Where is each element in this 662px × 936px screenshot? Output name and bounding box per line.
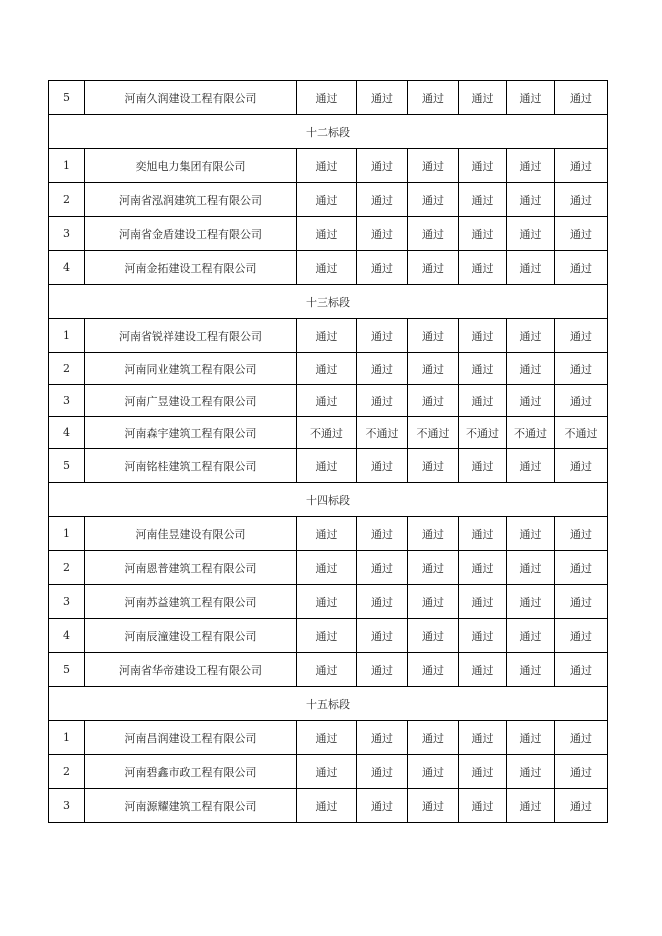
- review-result-cell: 不通过: [357, 417, 408, 449]
- table-row: [49, 217, 608, 251]
- review-result-cell: 不通过: [408, 417, 459, 449]
- review-result-cell: 通过: [459, 789, 507, 823]
- review-result-cell: 通过: [507, 319, 555, 353]
- review-result-cell: 通过: [555, 385, 608, 417]
- row-number: 2: [49, 755, 85, 789]
- review-result-cell: 通过: [357, 183, 408, 217]
- review-result-cell: 通过: [555, 653, 608, 687]
- table-row: [49, 417, 608, 449]
- company-name: 河南同业建筑工程有限公司: [85, 353, 297, 385]
- company-name: 奕旭电力集团有限公司: [85, 149, 297, 183]
- row-number: 2: [49, 183, 85, 217]
- review-result-cell: 通过: [357, 81, 408, 115]
- review-result-cell: 通过: [297, 385, 357, 417]
- row-number: 3: [49, 789, 85, 823]
- review-result-cell: 通过: [507, 251, 555, 285]
- row-number: 2: [49, 353, 85, 385]
- review-result-cell: 通过: [555, 449, 608, 483]
- review-result-cell: 通过: [357, 619, 408, 653]
- review-result-cell: 通过: [555, 251, 608, 285]
- review-result-cell: 通过: [507, 217, 555, 251]
- company-name: 河南苏益建筑工程有限公司: [85, 585, 297, 619]
- row-number: 4: [49, 251, 85, 285]
- review-result-cell: 通过: [357, 653, 408, 687]
- table-row: [49, 449, 608, 483]
- review-result-cell: 通过: [459, 585, 507, 619]
- review-result-cell: 通过: [555, 721, 608, 755]
- review-result-cell: 通过: [357, 517, 408, 551]
- row-number: 5: [49, 81, 85, 115]
- table-row: [49, 81, 608, 115]
- row-number: 3: [49, 385, 85, 417]
- section-header-row: [49, 687, 608, 721]
- section-header-row: [49, 483, 608, 517]
- row-number: 4: [49, 619, 85, 653]
- review-result-cell: 通过: [297, 353, 357, 385]
- company-name: 河南恩普建筑工程有限公司: [85, 551, 297, 585]
- review-result-cell: 通过: [459, 653, 507, 687]
- review-result-cell: 通过: [507, 81, 555, 115]
- review-result-cell: 通过: [297, 319, 357, 353]
- review-result-cell: 通过: [357, 251, 408, 285]
- table-row: [49, 585, 608, 619]
- review-result-cell: 通过: [357, 789, 408, 823]
- table-row: [49, 755, 608, 789]
- review-result-cell: 通过: [408, 81, 459, 115]
- table-row: [49, 149, 608, 183]
- table-row: [49, 319, 608, 353]
- review-result-cell: 通过: [507, 183, 555, 217]
- review-result-cell: 通过: [555, 551, 608, 585]
- row-number: 3: [49, 585, 85, 619]
- section-title: 十四标段: [49, 483, 608, 517]
- review-result-cell: 通过: [555, 217, 608, 251]
- review-result-cell: 通过: [297, 449, 357, 483]
- row-number: 5: [49, 449, 85, 483]
- review-result-cell: 通过: [555, 755, 608, 789]
- table-body: [49, 81, 608, 823]
- review-result-cell: 通过: [408, 517, 459, 551]
- table-row: [49, 653, 608, 687]
- review-result-cell: 通过: [357, 551, 408, 585]
- row-number: 1: [49, 721, 85, 755]
- review-result-cell: 通过: [459, 217, 507, 251]
- review-result-cell: 通过: [297, 619, 357, 653]
- review-result-cell: 通过: [507, 585, 555, 619]
- review-result-cell: 通过: [297, 721, 357, 755]
- review-result-cell: 通过: [357, 149, 408, 183]
- row-number: 2: [49, 551, 85, 585]
- review-result-cell: 通过: [357, 385, 408, 417]
- section-title: 十五标段: [49, 687, 608, 721]
- review-result-cell: 通过: [459, 353, 507, 385]
- review-result-cell: 不通过: [459, 417, 507, 449]
- review-result-cell: 通过: [459, 81, 507, 115]
- review-result-cell: 通过: [507, 755, 555, 789]
- table-row: [49, 619, 608, 653]
- row-number: 1: [49, 319, 85, 353]
- review-result-cell: 通过: [459, 251, 507, 285]
- table-row: [49, 551, 608, 585]
- review-result-cell: 通过: [555, 353, 608, 385]
- table-row: [49, 353, 608, 385]
- review-result-cell: 通过: [555, 81, 608, 115]
- review-result-cell: 通过: [459, 755, 507, 789]
- review-result-cell: 通过: [555, 585, 608, 619]
- review-result-cell: 通过: [357, 449, 408, 483]
- review-result-cell: 通过: [555, 319, 608, 353]
- review-result-cell: 通过: [408, 217, 459, 251]
- company-name: 河南省锐祥建设工程有限公司: [85, 319, 297, 353]
- review-result-cell: 通过: [507, 551, 555, 585]
- review-result-cell: 通过: [357, 319, 408, 353]
- review-result-cell: 通过: [297, 81, 357, 115]
- review-result-cell: 通过: [357, 217, 408, 251]
- row-number: 4: [49, 417, 85, 449]
- company-name: 河南源耀建筑工程有限公司: [85, 789, 297, 823]
- review-result-cell: 通过: [507, 653, 555, 687]
- review-result-cell: 通过: [297, 585, 357, 619]
- company-name: 河南辰潼建设工程有限公司: [85, 619, 297, 653]
- review-result-cell: 通过: [357, 755, 408, 789]
- review-result-cell: 通过: [297, 653, 357, 687]
- company-name: 河南金拓建设工程有限公司: [85, 251, 297, 285]
- company-name: 河南久润建设工程有限公司: [85, 81, 297, 115]
- review-result-cell: 通过: [459, 449, 507, 483]
- review-result-cell: 通过: [459, 385, 507, 417]
- table-row: [49, 721, 608, 755]
- review-result-cell: 通过: [297, 517, 357, 551]
- review-result-cell: 通过: [408, 353, 459, 385]
- company-name: 河南碧鑫市政工程有限公司: [85, 755, 297, 789]
- table-row: [49, 385, 608, 417]
- company-name: 河南省金盾建设工程有限公司: [85, 217, 297, 251]
- company-name: 河南森宇建筑工程有限公司: [85, 417, 297, 449]
- review-result-cell: 通过: [408, 551, 459, 585]
- review-result-cell: 不通过: [555, 417, 608, 449]
- company-name: 河南省泓润建筑工程有限公司: [85, 183, 297, 217]
- row-number: 1: [49, 149, 85, 183]
- review-result-cell: 通过: [507, 449, 555, 483]
- review-result-cell: 通过: [408, 619, 459, 653]
- company-name: 河南省华帝建设工程有限公司: [85, 653, 297, 687]
- review-result-cell: 通过: [408, 319, 459, 353]
- review-result-cell: 通过: [297, 217, 357, 251]
- review-result-cell: 通过: [507, 789, 555, 823]
- row-number: 3: [49, 217, 85, 251]
- review-result-cell: 通过: [459, 619, 507, 653]
- review-result-cell: 不通过: [507, 417, 555, 449]
- review-result-cell: 通过: [357, 721, 408, 755]
- company-name: 河南广昱建设工程有限公司: [85, 385, 297, 417]
- review-result-cell: 通过: [408, 755, 459, 789]
- review-result-cell: 通过: [459, 721, 507, 755]
- table-row: [49, 517, 608, 551]
- table-row: [49, 251, 608, 285]
- review-result-cell: 通过: [408, 251, 459, 285]
- table-row: [49, 789, 608, 823]
- review-result-cell: 通过: [297, 755, 357, 789]
- review-result-cell: 通过: [408, 449, 459, 483]
- review-result-cell: 通过: [297, 149, 357, 183]
- review-result-cell: 通过: [357, 353, 408, 385]
- review-result-cell: 通过: [507, 517, 555, 551]
- table-row: [49, 183, 608, 217]
- company-name: 河南佳昱建设有限公司: [85, 517, 297, 551]
- review-results-table: [48, 80, 608, 823]
- review-result-cell: 通过: [408, 653, 459, 687]
- section-title: 十二标段: [49, 115, 608, 149]
- review-result-cell: 通过: [357, 585, 408, 619]
- company-name: 河南昌润建设工程有限公司: [85, 721, 297, 755]
- review-result-cell: 通过: [408, 183, 459, 217]
- review-result-cell: 通过: [459, 551, 507, 585]
- review-result-cell: 通过: [297, 789, 357, 823]
- section-title: 十三标段: [49, 285, 608, 319]
- review-result-cell: 通过: [555, 149, 608, 183]
- section-header-row: [49, 115, 608, 149]
- review-result-cell: 通过: [555, 619, 608, 653]
- review-result-cell: 通过: [297, 251, 357, 285]
- company-name: 河南铭桂建筑工程有限公司: [85, 449, 297, 483]
- review-result-cell: 通过: [408, 721, 459, 755]
- review-result-cell: 通过: [297, 551, 357, 585]
- review-result-cell: 通过: [408, 789, 459, 823]
- review-result-cell: 通过: [408, 585, 459, 619]
- review-result-cell: 通过: [555, 789, 608, 823]
- review-result-cell: 通过: [459, 149, 507, 183]
- review-result-cell: 通过: [555, 517, 608, 551]
- review-result-cell: 不通过: [297, 417, 357, 449]
- review-result-cell: 通过: [507, 619, 555, 653]
- review-result-cell: 通过: [408, 149, 459, 183]
- review-result-cell: 通过: [459, 183, 507, 217]
- review-result-cell: 通过: [297, 183, 357, 217]
- section-header-row: [49, 285, 608, 319]
- row-number: 1: [49, 517, 85, 551]
- review-result-cell: 通过: [459, 319, 507, 353]
- review-result-cell: 通过: [459, 517, 507, 551]
- row-number: 5: [49, 653, 85, 687]
- review-result-cell: 通过: [507, 149, 555, 183]
- review-result-cell: 通过: [555, 183, 608, 217]
- review-result-cell: 通过: [507, 353, 555, 385]
- review-result-cell: 通过: [507, 385, 555, 417]
- review-result-cell: 通过: [507, 721, 555, 755]
- review-result-cell: 通过: [408, 385, 459, 417]
